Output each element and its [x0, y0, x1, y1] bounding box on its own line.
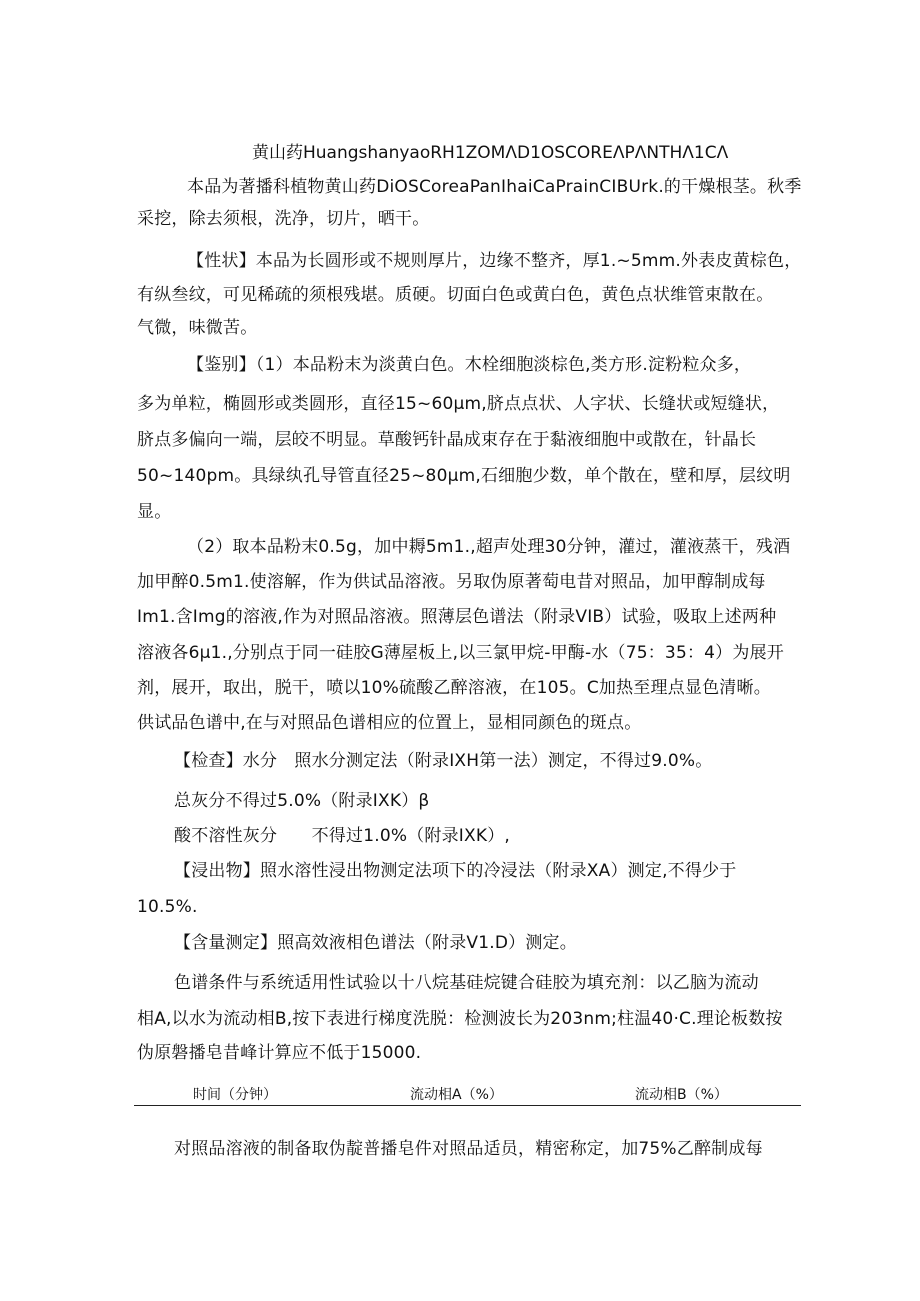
sepu-line-2: 相A,以水为流动相B,按下表进行梯度洗脱：检测波长为203nm;柱温40·C.理论板数按 [137, 1009, 783, 1029]
table-header-phase-b: 流动相B（%） [635, 1087, 728, 1103]
table-header-time: 时间（分钟） [193, 1087, 277, 1103]
jianbie1-line-4: 50~140pm。具绿纨孔导管直径25~80μm,石细胞少数，单个散在，壁和厚，层纹明 [137, 466, 791, 486]
intro-line-2: 采挖，除去须根，洗净，切片，晒干。 [137, 209, 430, 229]
document-title: 黄山药HuangshanyaoRH1ZOMΛD1OSCOREΛPΛNTHΛ1CΛ [252, 143, 729, 163]
table-header-rule [134, 1105, 801, 1106]
hanliang-line: 【含量测定】照高效液相色谱法（附录V1.D）测定。 [174, 933, 577, 953]
intro-line-1: 本品为著播科植物黄山药DiOSCoreaPanIhaiCaPrainCIBUrk.的干燥根茎。秋季 [187, 177, 802, 197]
jianbie1-line-2: 多为单粒，椭圆形或类圆形，直径15~60μm,脐点点状、人字状、长缝状或短缝状， [137, 394, 780, 414]
jinchu-line-2: 10.5%. [137, 897, 198, 917]
jianbie1-line-3: 脐点多偏向一端，层皎不明显。草酸钙针晶成束存在于黏液细胞中或散在，针晶长 [137, 430, 757, 450]
jianbie2-line-3: Im1.含Img的溶液,作为对照品溶液。照薄层色谱法（附录VIB）试验，吸取上述两种 [137, 607, 777, 627]
sepu-line-1: 色谱条件与系统适用性试验以十八烷基硅烷键合硅胶为填充剂：以乙脑为流动 [174, 973, 759, 993]
xingzhuang-line-1: 【性状】本品为长圆形或不规则厚片，边缘不整齐，厚1.~5mm.外表皮黄棕色， [187, 251, 802, 271]
xingzhuang-line-2: 有纵叁纹，可见稀疏的须根残堪。质硬。切面白色或黄白色，黄色点状维管束散在。 [137, 285, 774, 305]
sepu-line-3: 伪原磐播皂昔峰计算应不低于15000. [137, 1043, 422, 1063]
jianbie2-line-1: （2）取本品粉末0.5g，加中耨5m1.,超声处理30分钟，灌过，灌液蒸干，残酒 [187, 537, 791, 557]
duizhao-line: 对照品溶液的制备取伪靛普播皂件对照品适员，精密称定，加75%乙醉制成每 [174, 1139, 763, 1159]
jianbie2-line-4: 溶液各6μ1.,分别点于同一硅胶G薄屋板上,以三氯甲烷-甲酶-水（75：35：4）为展开 [137, 643, 784, 663]
jinchu-line-1: 【浸出物】照水溶性浸出物测定法项下的冷浸法（附录XA）测定,不得少于 [174, 861, 737, 881]
jianbie2-line-6: 供试品色谱中,在与对照品色谱相应的位置上，显相同颜色的斑点。 [137, 713, 642, 733]
jianbie1-line-1: 【鉴别】（1）本品粉末为淡黄白色。木栓细胞淡棕色,类方形.淀粉粒众多， [187, 355, 752, 375]
table-header-phase-a: 流动相A（%） [410, 1087, 503, 1103]
xingzhuang-line-3: 气微，味微苦。 [137, 318, 258, 338]
huifen-line: 总灰分不得过5.0%（附录IXK）β [174, 791, 430, 811]
jianbie1-line-5: 显。 [137, 502, 172, 522]
jianbie2-line-5: 剂，展开，取出，脱干，喷以10%硫酸乙醉溶液，在105。C加热至理点显色清晰。 [137, 678, 771, 698]
jiancha-line: 【检查】水分 照水分测定法（附录IXH第一法）测定，不得过9.0%。 [174, 751, 713, 771]
jianbie2-line-2: 加甲醉0.5m1.使溶解，作为供试品溶液。另取伪原著萄电昔对照品，加甲醇制成每 [137, 572, 766, 592]
suanbu-line: 酸不溶性灰分 不得过1.0%（附录IXK）, [174, 826, 510, 846]
